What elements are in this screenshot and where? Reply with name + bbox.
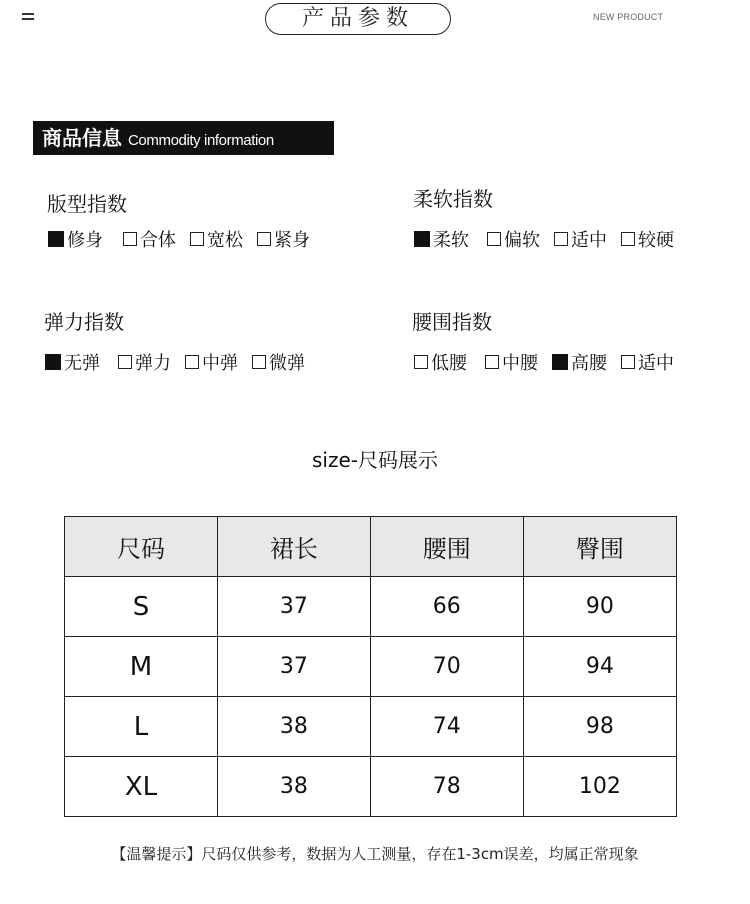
waist-cell: 66: [370, 577, 523, 637]
waist-cell: 70: [370, 637, 523, 697]
option-label: 适中: [638, 353, 674, 374]
option-label: 无弹: [64, 353, 100, 374]
unchecked-box-icon: [621, 232, 635, 246]
softness-index-options: [414, 226, 674, 252]
unchecked-box-icon: [252, 355, 266, 369]
checked-box-icon: [552, 354, 568, 370]
unchecked-box-icon: [190, 232, 204, 246]
option-label: 低腰: [431, 353, 467, 374]
option-item: [414, 226, 469, 252]
option-item: [48, 226, 103, 252]
option-label: 较硬: [638, 230, 674, 251]
banner-title-en: Commodity information: [128, 132, 274, 149]
unchecked-box-icon: [485, 355, 499, 369]
column-header: 臀围: [523, 517, 676, 577]
unchecked-box-icon: [554, 232, 568, 246]
unchecked-box-icon: [487, 232, 501, 246]
waist-cell: 74: [370, 697, 523, 757]
option-label: 偏软: [504, 230, 540, 251]
size-cell: XL: [65, 757, 218, 817]
unchecked-box-icon: [257, 232, 271, 246]
page-title: 产品参数: [265, 3, 451, 35]
checked-box-icon: [414, 231, 430, 247]
skirt-length-cell: 37: [217, 637, 370, 697]
size-cell: S: [65, 577, 218, 637]
option-label: 高腰: [571, 353, 607, 374]
option-label: 中腰: [502, 353, 538, 374]
measurement-note: 【温馨提示】尺码仅供参考，数据为人工测量，存在1-3cm误差，均属正常现象: [111, 845, 639, 863]
column-header: 尺码: [65, 517, 218, 577]
checked-box-icon: [48, 231, 64, 247]
option-item: [190, 226, 243, 252]
checked-box-icon: [45, 354, 61, 370]
size-chart-heading: size-尺码展示: [312, 448, 438, 472]
column-header: 裙长: [217, 517, 370, 577]
waist-cell: 78: [370, 757, 523, 817]
waist-index-title: 腰围指数: [412, 310, 492, 334]
option-item: [123, 226, 176, 252]
option-item: [485, 349, 538, 375]
option-label: 中弹: [202, 353, 238, 374]
skirt-length-cell: 37: [217, 577, 370, 637]
option-item: [45, 349, 100, 375]
unchecked-box-icon: [621, 355, 635, 369]
hip-cell: 102: [523, 757, 676, 817]
option-label: 紧身: [274, 230, 310, 251]
hip-cell: 98: [523, 697, 676, 757]
elasticity-index-options: [45, 349, 319, 375]
size-cell: M: [65, 637, 218, 697]
option-item: [554, 226, 607, 252]
unchecked-box-icon: [123, 232, 137, 246]
size-chart-table: [64, 516, 677, 817]
unchecked-box-icon: [414, 355, 428, 369]
skirt-length-cell: 38: [217, 697, 370, 757]
option-label: 适中: [571, 230, 607, 251]
option-label: 宽松: [207, 230, 243, 251]
table-row: [65, 577, 677, 637]
unchecked-box-icon: [118, 355, 132, 369]
fit-index-title: 版型指数: [47, 192, 127, 216]
option-label: 弹力: [135, 353, 171, 374]
skirt-length-cell: 38: [217, 757, 370, 817]
option-item: [257, 226, 310, 252]
table-row: [65, 637, 677, 697]
banner-title-cn: 商品信息: [42, 126, 122, 150]
hip-cell: 90: [523, 577, 676, 637]
unchecked-box-icon: [185, 355, 199, 369]
elasticity-index-title: 弹力指数: [44, 310, 124, 334]
fit-index-options: [48, 226, 324, 252]
size-cell: L: [65, 697, 218, 757]
menu-icon[interactable]: [22, 10, 34, 22]
option-item: [621, 226, 674, 252]
option-label: 修身: [67, 230, 103, 251]
commodity-info-banner: [33, 121, 334, 155]
hip-cell: 94: [523, 637, 676, 697]
table-header-row: [65, 517, 677, 577]
softness-index-title: 柔软指数: [413, 187, 493, 211]
option-label: 微弹: [269, 353, 305, 374]
table-row: [65, 697, 677, 757]
option-item: [118, 349, 171, 375]
waist-index-options: [414, 349, 674, 375]
option-item: [621, 349, 674, 375]
table-row: [65, 757, 677, 817]
page-subtitle: NEW PRODUCT: [593, 12, 664, 22]
option-label: 合体: [140, 230, 176, 251]
option-label: 柔软: [433, 230, 469, 251]
column-header: 腰围: [370, 517, 523, 577]
option-item: [252, 349, 305, 375]
option-item: [414, 349, 467, 375]
option-item: [185, 349, 238, 375]
option-item: [552, 349, 607, 375]
option-item: [487, 226, 540, 252]
